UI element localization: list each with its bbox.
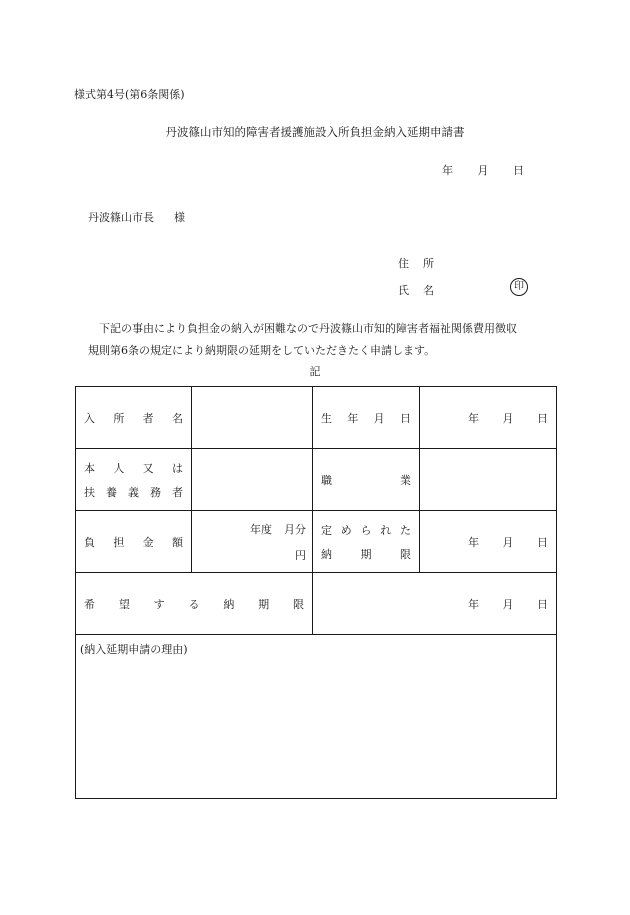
label-char: 納 [321, 547, 332, 561]
label-char: 業 [400, 473, 411, 487]
fee-month-label: 月分 [284, 522, 306, 536]
address-char: 住 [398, 257, 409, 270]
label-char: 者 [172, 485, 183, 499]
label-char: ら [360, 523, 372, 537]
label-char: 望 [118, 597, 130, 611]
label-char: 義 [128, 485, 139, 499]
desired-deadline-field[interactable] [313, 573, 557, 635]
day-char: 日 [513, 164, 524, 177]
label-char: 養 [106, 485, 117, 499]
label-char: 担 [113, 535, 125, 549]
addressee [88, 209, 185, 225]
month-char: 月 [502, 535, 514, 549]
name-char: 氏 [398, 284, 409, 297]
form-number: 様式第4号(第6条関係) [74, 88, 185, 101]
set-deadline-field[interactable] [420, 511, 557, 573]
body-text [88, 318, 558, 362]
ki-mark: 記 [309, 365, 321, 378]
year-char: 年 [468, 535, 479, 549]
label-char: 金 [142, 535, 154, 549]
occupation-field[interactable] [420, 449, 557, 511]
label-char: 職 [321, 473, 332, 487]
label-char: 額 [171, 535, 183, 549]
label-char: 入 [84, 411, 95, 425]
day-char: 日 [537, 597, 548, 611]
label-char: 所 [113, 411, 125, 425]
year-char: 年 [468, 411, 479, 425]
label-char: 又 [142, 461, 154, 475]
desired-deadline-label [76, 573, 313, 635]
day-char: 日 [537, 411, 548, 425]
label-char: 生 [321, 411, 332, 425]
label-char: 月 [373, 411, 385, 425]
month-char: 月 [502, 597, 514, 611]
label-char: 人 [113, 461, 125, 475]
year-char: 年 [468, 597, 479, 611]
day-char: 日 [537, 535, 548, 549]
label-char: れ [380, 523, 392, 537]
month-char: 月 [477, 164, 489, 177]
label-char: 負 [84, 535, 95, 549]
addressee-honorific: 様 [174, 211, 185, 224]
label-char: 期 [360, 547, 372, 561]
resident-name-label [76, 387, 192, 449]
fee-year-label: 年度 [250, 522, 272, 536]
label-char: 定 [321, 523, 332, 537]
principal-supporter-field[interactable] [192, 449, 313, 511]
label-char: 限 [400, 547, 411, 561]
address-char: 所 [423, 257, 434, 270]
seal-mark: 印 [510, 278, 528, 296]
label-char: め [340, 523, 352, 537]
label-char: 年 [347, 411, 359, 425]
set-deadline-label [313, 511, 420, 573]
occupation-label [313, 449, 420, 511]
label-char: 納 [223, 597, 235, 611]
resident-name-field[interactable] [192, 387, 313, 449]
year-char: 年 [442, 164, 453, 177]
fee-amount-field[interactable] [192, 511, 313, 573]
month-char: 月 [502, 411, 514, 425]
birth-date-field[interactable] [420, 387, 557, 449]
label-char: 者 [142, 411, 154, 425]
addressee-name: 丹波篠山市長 [88, 211, 154, 224]
reason-field[interactable] [76, 635, 557, 799]
label-char: た [400, 523, 411, 537]
application-date [442, 162, 524, 178]
birth-date-label [313, 387, 420, 449]
principal-supporter-label [76, 449, 192, 511]
label-char: 日 [399, 411, 411, 425]
label-char: は [171, 461, 183, 475]
fee-amount-label [76, 511, 192, 573]
label-char: る [188, 597, 200, 611]
label-char: 扶 [84, 485, 95, 499]
label-char: す [153, 597, 165, 611]
reason-label: (納入延期申請の理由) [80, 643, 188, 656]
address-label [398, 255, 434, 271]
label-char: 期 [258, 597, 270, 611]
label-char: 名 [171, 411, 183, 425]
body-line-1: 下記の事由により負担金の納入が困難なので丹波篠山市知的障害者福祉関係費用徴収 [99, 322, 517, 335]
label-char: 希 [84, 597, 95, 611]
label-char: 本 [84, 461, 95, 475]
document-title: 丹波篠山市知的障害者援護施設入所負担金納入延期申請書 [165, 125, 465, 139]
label-char: 務 [150, 485, 161, 499]
label-char: 限 [292, 597, 304, 611]
name-label [398, 282, 434, 298]
name-char: 名 [423, 284, 434, 297]
fee-yen-label: 円 [295, 548, 306, 562]
application-table [75, 386, 557, 799]
body-line-2: 規則第6条の規定により納期限の延期をしていただきたく申請します。 [88, 344, 436, 357]
